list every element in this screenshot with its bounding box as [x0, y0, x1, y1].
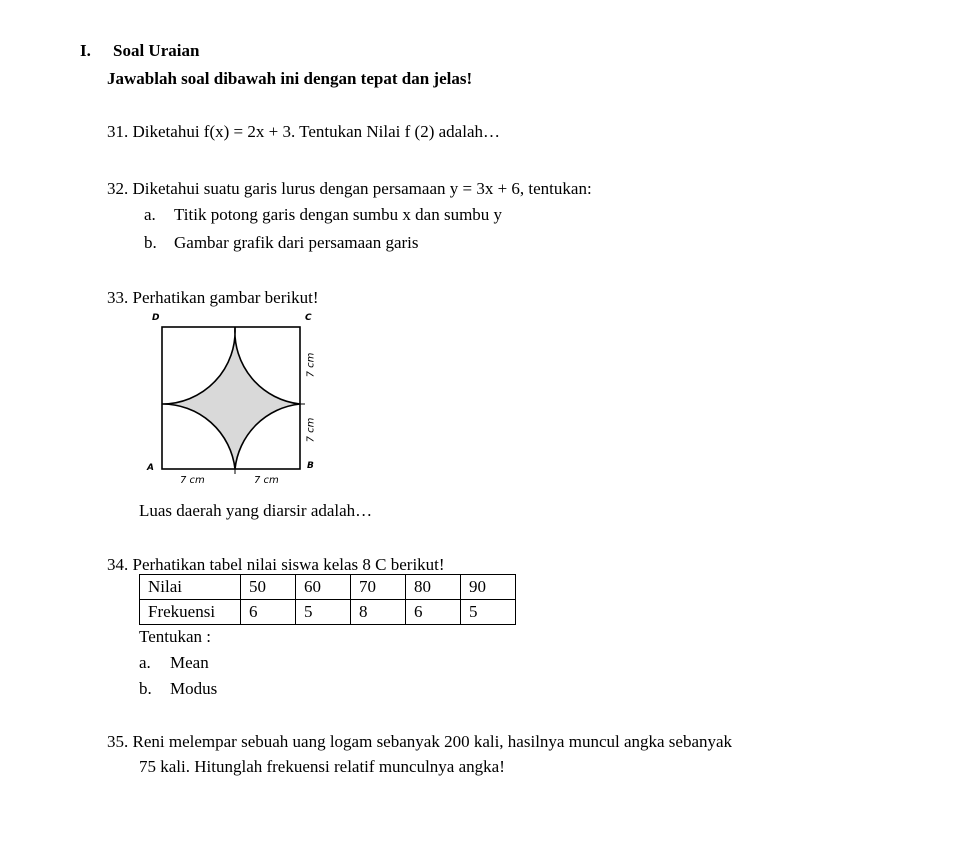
right-top-length: 7 cm: [305, 352, 317, 378]
table-cell: 5: [296, 600, 351, 625]
q32-item-b-marker: b.: [144, 233, 157, 252]
question-31: 31. Diketahui f(x) = 2x + 3. Tentukan Nilai f (2) adalah…: [107, 122, 500, 141]
q34-item-a-marker: a.: [139, 653, 151, 672]
q34-item-b-marker: b.: [139, 679, 152, 698]
q32-item-a-marker: a.: [144, 205, 156, 224]
q33-question: Luas daerah yang diarsir adalah…: [139, 501, 373, 520]
table-cell: 5: [461, 600, 516, 625]
question-32: 32. Diketahui suatu garis lurus dengan persamaan y = 3x + 6, tentukan:: [107, 179, 592, 198]
table-cell: 6: [406, 600, 461, 625]
bottom-left-length: 7 cm: [180, 475, 205, 486]
corner-d-label: D: [152, 313, 160, 323]
table-cell: 50: [241, 575, 296, 600]
question-35-line2: 75 kali. Hitunglah frekuensi relatif munculnya angka!: [139, 757, 505, 776]
section-title: Soal Uraian: [113, 41, 200, 60]
score-table: [139, 574, 516, 625]
table-cell: 6: [241, 600, 296, 625]
table-cell: 60: [296, 575, 351, 600]
right-bottom-length: 7 cm: [305, 417, 317, 443]
table-cell: 8: [351, 600, 406, 625]
shaded-region: [162, 327, 300, 469]
q34-prompt: Tentukan :: [139, 627, 211, 646]
question-34: 34. Perhatikan tabel nilai siswa kelas 8 C berikut!: [107, 555, 445, 574]
q34-item-b-text: Modus: [170, 679, 218, 698]
corner-c-label: C: [305, 313, 312, 323]
question-35-line1: 35. Reni melempar sebuah uang logam sebanyak 200 kali, hasilnya muncul angka sebanyak: [107, 732, 733, 751]
table-cell: 80: [406, 575, 461, 600]
table-row: [140, 600, 516, 625]
section-instruction: Jawablah soal dibawah ini dengan tepat dan jelas!: [107, 69, 473, 88]
q32-item-a-text: Titik potong garis dengan sumbu x dan sumbu y: [174, 205, 503, 224]
table-cell: Nilai: [140, 575, 241, 600]
question-33: 33. Perhatikan gambar berikut!: [107, 288, 319, 307]
q34-item-a-text: Mean: [170, 653, 209, 672]
table-cell: Frekuensi: [140, 600, 241, 625]
corner-a-label: A: [147, 463, 154, 473]
table-row: [140, 575, 516, 600]
q32-item-b-text: Gambar grafik dari persamaan garis: [174, 233, 419, 252]
table-cell: 90: [461, 575, 516, 600]
section-number: I.: [80, 41, 91, 60]
corner-b-label: B: [307, 461, 314, 471]
table-cell: 70: [351, 575, 406, 600]
bottom-right-length: 7 cm: [254, 475, 279, 486]
